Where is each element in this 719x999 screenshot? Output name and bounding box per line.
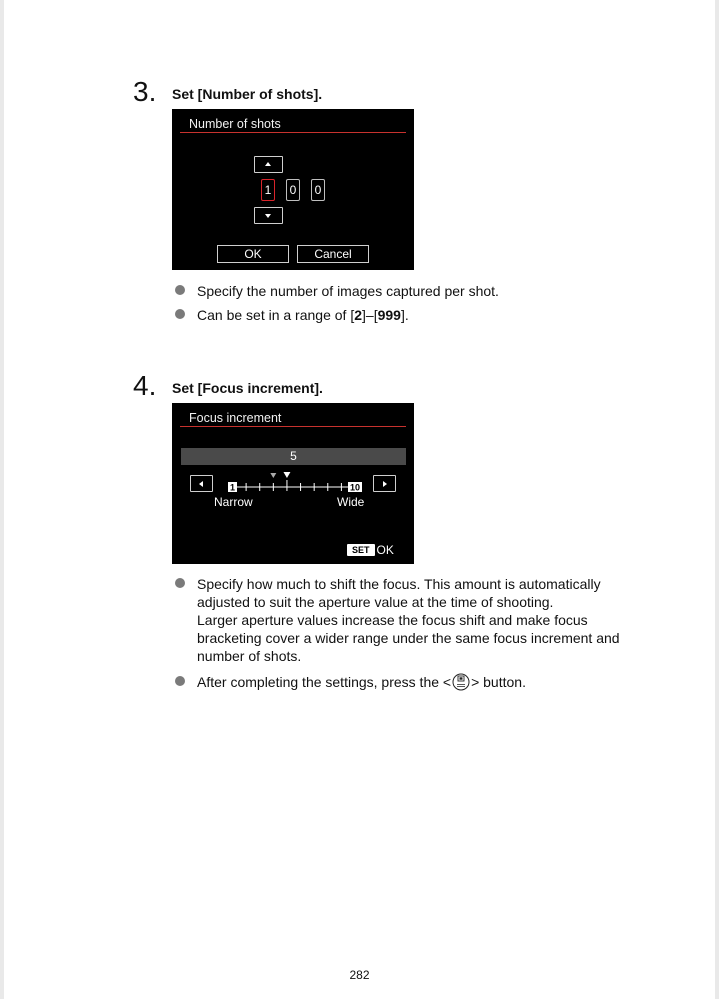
step-4-bullet-2 — [197, 673, 526, 691]
number-of-shots-screen — [172, 109, 414, 270]
paragraph-line: Larger aperture values increase the focus shift and make focus — [197, 612, 588, 628]
step-3-title: Set [Number of shots]. — [172, 86, 323, 102]
set-button-icon: SET — [347, 544, 375, 556]
bullet-icon — [175, 676, 185, 686]
set-dial-button-icon — [452, 673, 470, 691]
paragraph-line: bracketing cover a wider range under the same focus increment and — [197, 630, 620, 646]
paragraph-line: number of shots. — [197, 648, 302, 664]
range-text-post: ]. — [400, 307, 409, 323]
screen-title: Focus increment — [189, 411, 282, 425]
step-4-title: Set [Focus increment]. — [172, 380, 323, 396]
focus-increment-scale[interactable] — [224, 469, 362, 497]
right-arrow-icon — [383, 481, 387, 487]
focus-increment-screen — [172, 403, 414, 564]
ok-button[interactable]: OK — [217, 245, 289, 263]
instruction-text-post: > button. — [471, 674, 526, 690]
cancel-button[interactable]: Cancel — [297, 245, 369, 263]
scale-min-label: 1 — [229, 482, 236, 493]
step-4-number: 4. — [133, 370, 157, 401]
range-text-pre: Can be set in a range of [ — [197, 307, 355, 323]
digit-tens[interactable]: 0 — [286, 179, 300, 201]
step-4-bullet-1 — [197, 575, 667, 665]
down-arrow-icon — [265, 214, 271, 218]
set-ok-hint[interactable] — [347, 543, 394, 557]
up-arrow-icon — [265, 162, 271, 166]
default-position-marker-icon — [270, 473, 276, 478]
bullet-icon — [175, 309, 185, 319]
increase-button[interactable] — [254, 156, 283, 173]
range-text-mid: ]–[ — [362, 307, 378, 323]
bullet-icon — [175, 285, 185, 295]
title-divider — [180, 132, 406, 133]
current-position-marker-icon — [283, 472, 290, 478]
ok-label: OK — [376, 543, 394, 557]
screen-title: Number of shots — [189, 117, 281, 131]
digit-ones[interactable]: 0 — [311, 179, 325, 201]
paragraph-line: adjusted to suit the aperture value at the time of shooting. — [197, 594, 554, 610]
digit-hundreds[interactable]: 1 — [261, 179, 275, 201]
decrease-button[interactable] — [190, 475, 213, 492]
range-max: 999 — [377, 307, 401, 323]
increment-value-bar: 5 — [181, 448, 406, 465]
step-3-bullet-1: Specify the number of images captured per shot. — [197, 283, 499, 299]
decrease-button[interactable] — [254, 207, 283, 224]
bullet-icon — [175, 578, 185, 588]
manual-page — [4, 0, 715, 999]
step-3-number: 3. — [133, 76, 157, 107]
left-arrow-icon — [199, 481, 203, 487]
step-3-bullet-2 — [197, 306, 409, 324]
scale-max-label: 10 — [349, 482, 361, 493]
paragraph-line: Specify how much to shift the focus. This amount is automatically — [197, 576, 601, 592]
narrow-label: Narrow — [214, 495, 253, 509]
increase-button[interactable] — [373, 475, 396, 492]
wide-label: Wide — [337, 495, 365, 509]
page-number: 282 — [349, 968, 370, 982]
instruction-text-pre: After completing the settings, press the < — [197, 674, 452, 690]
title-divider — [180, 426, 406, 427]
range-min: 2 — [354, 307, 363, 323]
